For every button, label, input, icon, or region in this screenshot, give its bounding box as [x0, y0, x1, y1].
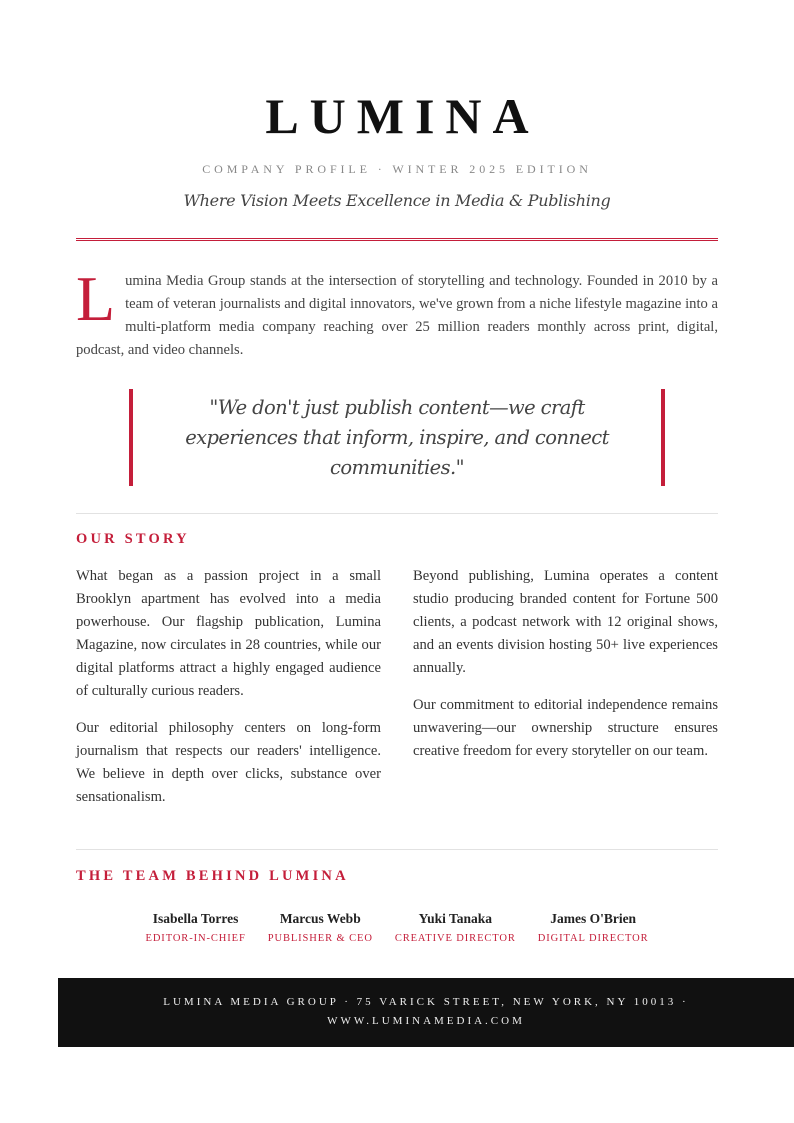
intro-text: umina Media Group stands at the intersection of storytelling and technology. Founded in 2010 by a team of veteran journalists and digital innovators, we've grown from a niche lifestyle magazine into a multi-platform media company reaching over 25 million readers monthly across print, digital, podcast, and video channels.: [76, 273, 718, 358]
member-role: EDITOR-IN-CHIEF: [145, 933, 246, 944]
member-name: Isabella Torres: [152, 911, 239, 926]
member-name: Marcus Webb: [279, 911, 361, 926]
member-role: PUBLISHER & CEO: [267, 933, 373, 944]
member-role: DIGITAL DIRECTOR: [537, 933, 649, 944]
our-story-heading: OUR STORY: [76, 531, 190, 547]
team-list: [0, 909, 794, 948]
story-paragraph: Beyond publishing, Lumina operates a content studio producing branded content for Fortune 500 clients, a podcast network with 12 original shows, and an events division hosting 50+ live experiences annually.: [413, 568, 718, 676]
edition-subtitle: COMPANY PROFILE · WINTER 2025 EDITION: [202, 162, 592, 176]
section-divider: [76, 849, 718, 850]
member-role: CREATIVE DIRECTOR: [394, 933, 516, 944]
header-double-rule: [76, 238, 718, 241]
intro-paragraph: [76, 263, 718, 362]
team-member: [257, 909, 384, 948]
tagline: Where Vision Meets Excellence in Media & Publishing: [183, 191, 611, 210]
story-paragraph: Our editorial philosophy centers on long-form journalism that respects our readers' intelligence. We believe in depth over clicks, substance over sensationalism.: [76, 720, 381, 805]
masthead-title: LUMINA: [265, 88, 540, 144]
section-divider: [76, 513, 718, 514]
team-member: [135, 909, 257, 948]
story-paragraph: What began as a passion project in a small Brooklyn apartment has evolved into a media powerhouse. Our flagship publication, Lumina Magazine, now circulates in 28 countries, while our digital platforms attract a highly engaged audience of culturally curious readers.: [76, 568, 381, 699]
team-member: [384, 909, 527, 948]
member-name: Yuki Tanaka: [418, 911, 493, 926]
story-right-column: [413, 565, 718, 777]
story-left-column: [76, 565, 381, 823]
story-paragraph: Our commitment to editorial independence remains unwavering—our ownership structure ensures creative freedom for every storyteller on our team.: [413, 697, 718, 759]
footer-website: WWW.LUMINAMEDIA.COM: [327, 1015, 525, 1027]
team-heading: THE TEAM BEHIND LUMINA: [76, 868, 349, 884]
pull-quote-text: "We don't just publish content—we craft experiences that inform, inspire, and connect communities.": [185, 395, 609, 479]
team-member: [527, 909, 660, 948]
drop-cap: L: [76, 263, 116, 334]
footer-address: LUMINA MEDIA GROUP · 75 VARICK STREET, NEW YORK, NY 10013 ·: [163, 996, 689, 1008]
member-name: James O'Brien: [550, 911, 637, 926]
footer: [58, 978, 794, 1047]
pull-quote: [129, 389, 665, 486]
